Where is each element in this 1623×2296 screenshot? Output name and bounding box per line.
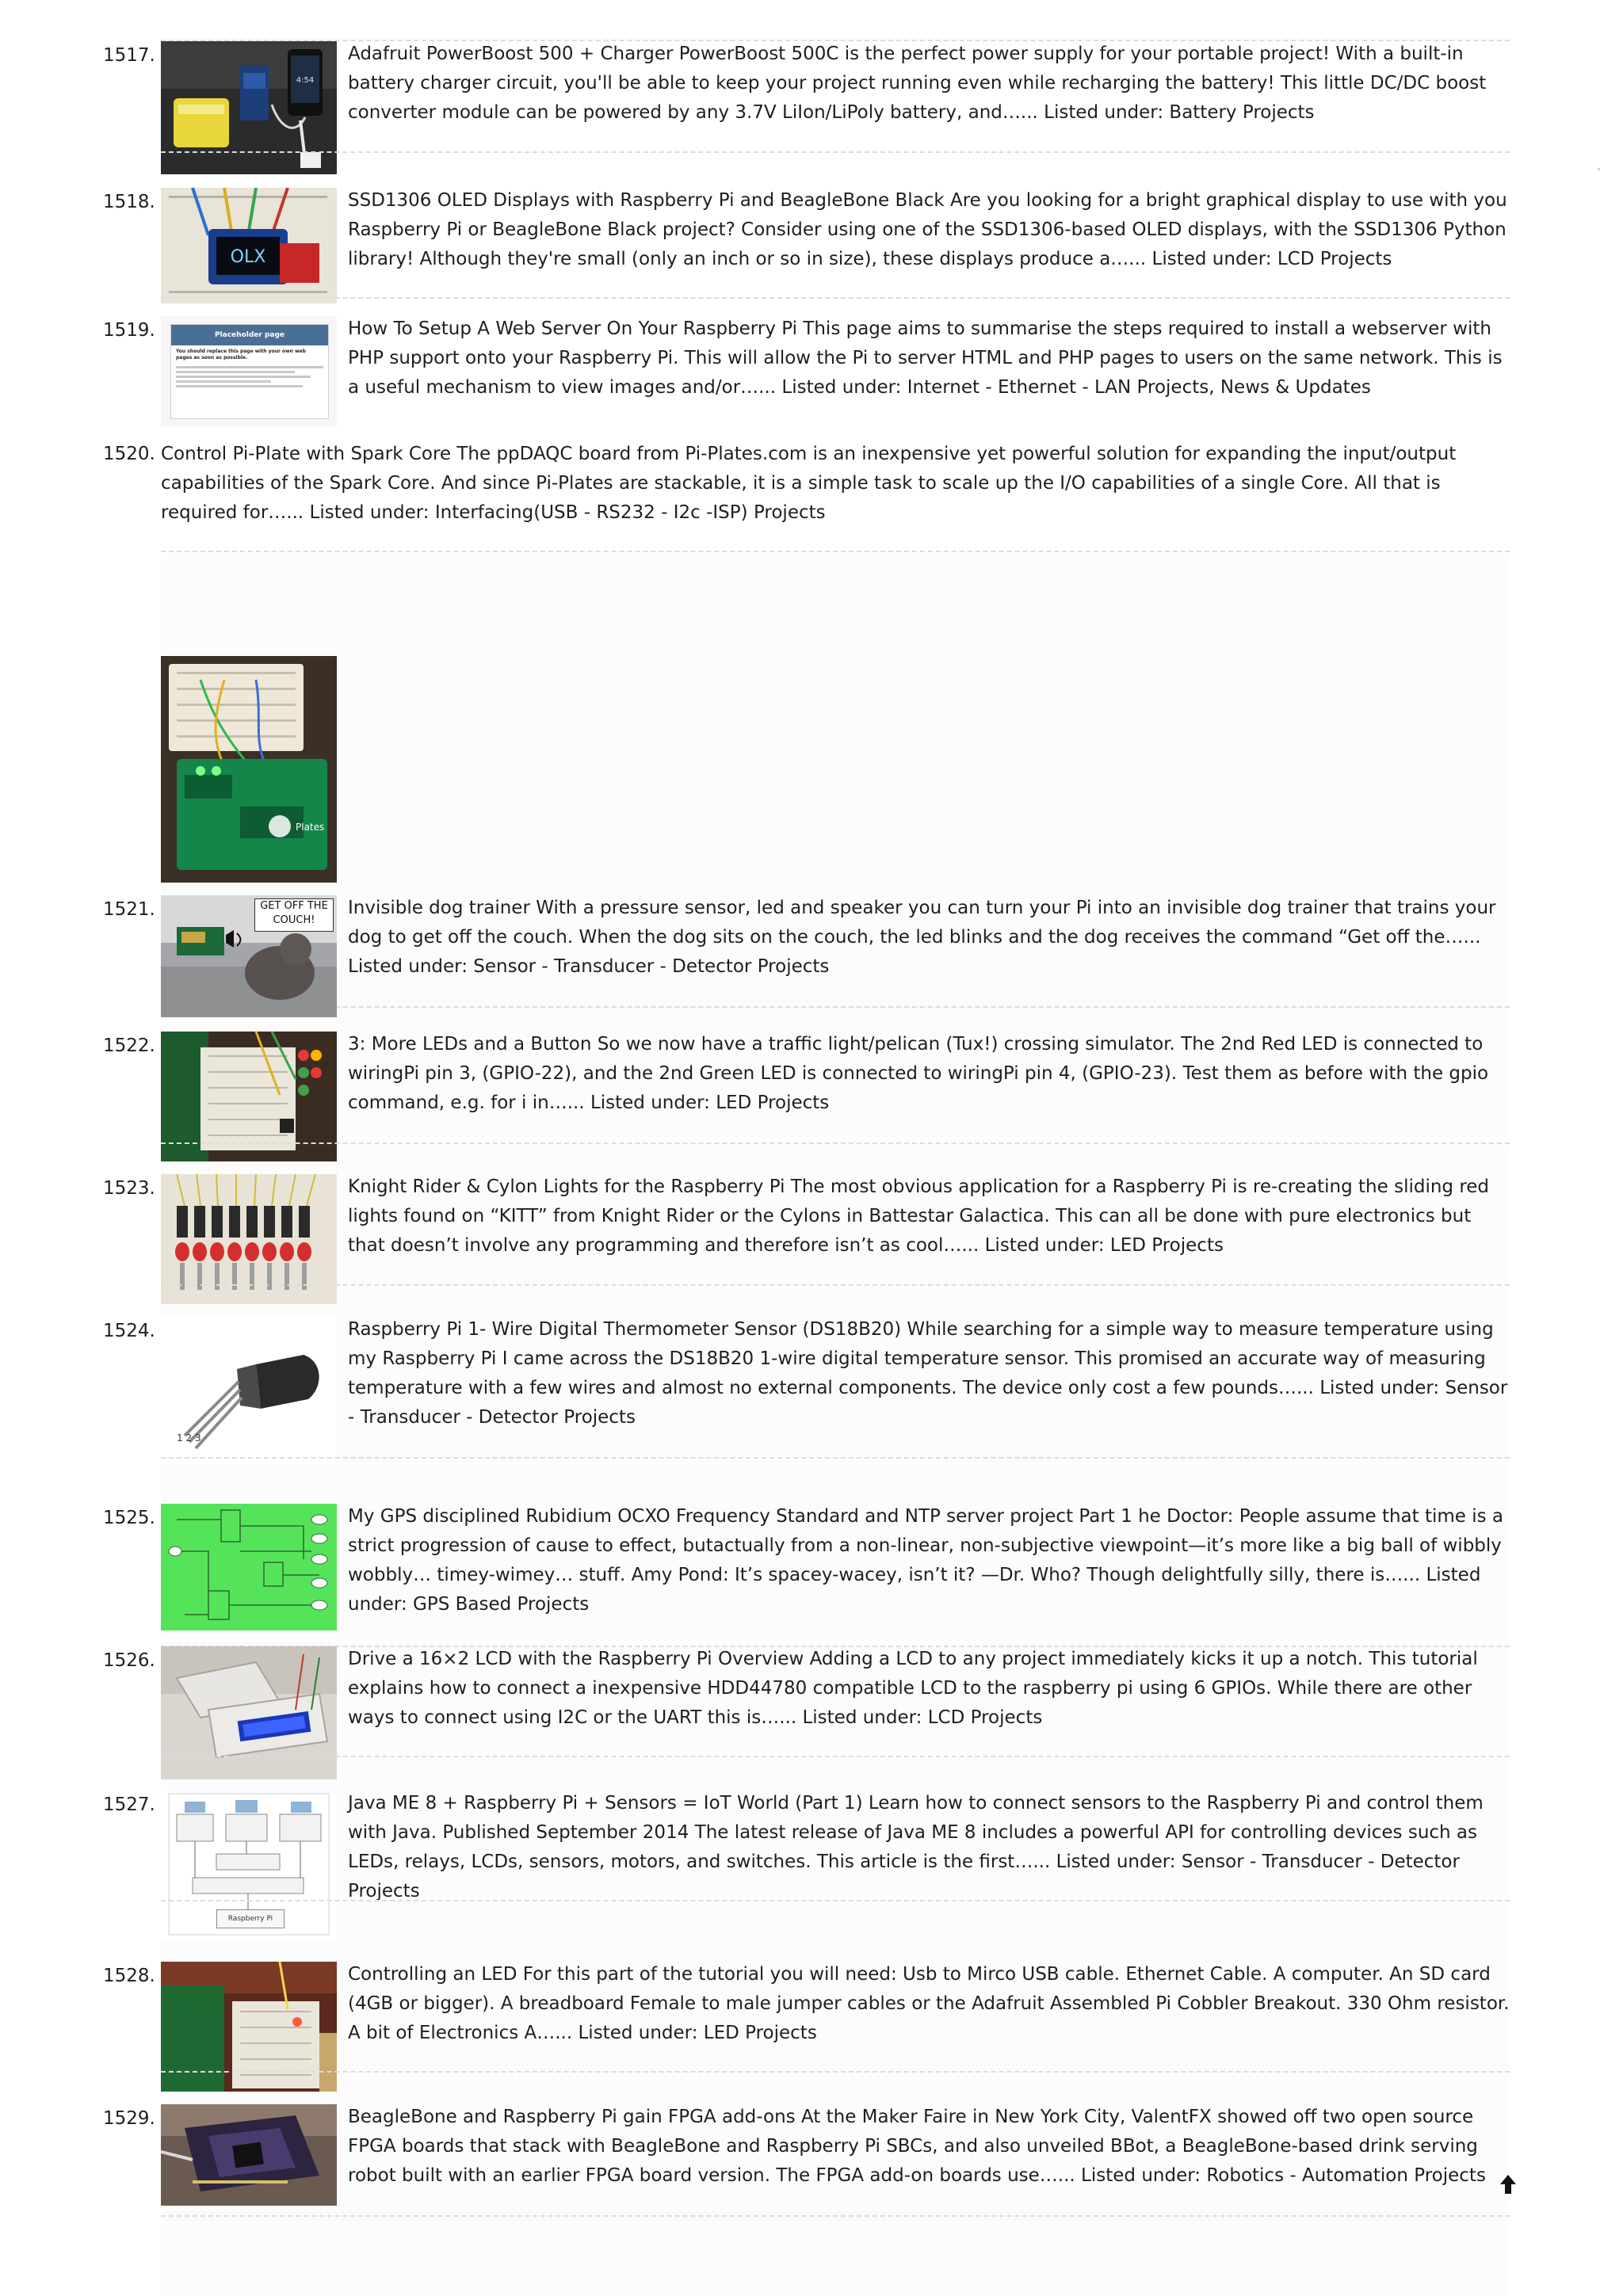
item-thumbnail[interactable] xyxy=(161,1646,337,1779)
item-description: Raspberry Pi 1- Wire Digital Thermometer Sensor (DS18B20) While searching for a simple way to measure temperature using my Raspberry Pi I came across the DS18B20 1-wire digital temperature sensor. This promised an accurate way of measuring temperature with a few wires and almost no external components. The device only cost a few pounds…... Listed under: Sensor - Transducer - Detector Projects xyxy=(348,1319,1508,1428)
item-number: 1519. xyxy=(103,320,155,341)
item-number: 1517. xyxy=(103,45,155,66)
svg-text:Plates: Plates xyxy=(296,822,325,833)
item-description: SSD1306 OLED Displays with Raspberry Pi and BeagleBone Black Are you looking for a bright graphical display to use with you Raspberry Pi or BeagleBone Black project? Consider using one of the SSD1306-based OLED displays, with the SSD1306 Python library! Although they're small (only an inch or so in size), these displays produce a…... Listed under: LCD Projects xyxy=(348,190,1507,269)
item-thumbnail[interactable] xyxy=(161,1317,337,1464)
item-description: How To Setup A Web Server On Your Raspberry Pi This page aims to summarise the steps required to install a webserver with PHP support onto your Raspberry Pi. This will allow the Pi to server HTML and PHP pages to users on the same network. This is a useful mechanism to view images and/or…... Listed under: Internet - Ethernet - LAN Projects, News & Updates xyxy=(348,318,1503,398)
item-thumbnail[interactable] xyxy=(161,1791,337,1939)
item-description: Controlling an LED For this part of the tutorial you will need: Usb to Mirco USB cable. Ethernet Cable. A computer. An SD card (4GB or bigger). A breadboard Female to male jumper cables or the Adafruit Assembled Pi Cobbler Breakout. 330 Ohm resistor. A bit of Electronics A…... Listed under: LED Projects xyxy=(348,1964,1510,2043)
divider xyxy=(161,1900,1510,1901)
divider xyxy=(161,551,1510,552)
item-description: Control Pi-Plate with Spark Core The ppDAQC board from Pi-Plates.com is an inexpensive yet powerful solution for expanding the input/output capabilities of the Spark Core. And since Pi-Plates are stackable, it is a simple task to scale up the I/O capabilities of a single Core. All that is required for…... Listed under: Interfacing(USB - RS232 - I2c -ISP) Projects xyxy=(161,444,1457,523)
divider xyxy=(161,1457,1510,1459)
arrow-up-icon xyxy=(1499,2173,1518,2195)
item-description: Invisible dog trainer With a pressure sensor, led and speaker you can turn your Pi into an invisible dog trainer that trains your dog to get off the couch. When the dog sits on the couch, the led blinks and the dog receives the command “Get off the…... Listed under: Sensor - Transducer - Detector Projects xyxy=(348,898,1496,977)
speech-bubble-line: COUCH! xyxy=(273,914,315,926)
item-thumbnail[interactable] xyxy=(161,895,337,1017)
divider xyxy=(161,1006,1510,1008)
pin-label: 1 xyxy=(177,1432,183,1444)
item-thumbnail[interactable] xyxy=(161,41,337,174)
divider xyxy=(161,1284,1510,1286)
item-description: Java ME 8 + Raspberry Pi + Sensors = IoT World (Part 1) Learn how to connect sensors to the Raspberry Pi and control them with Java. Published September 2014 The latest release of Java ME 8 includes a powerful API for controlling devices such as LEDs, relays, LCDs, sensors, motors, and switches. This article is the first…... Listed under: Sensor - Transducer - Detector Projects xyxy=(348,1793,1484,1901)
item-number: 1520. xyxy=(103,444,155,464)
item-number: 1521. xyxy=(103,899,155,920)
item-description: Adafruit PowerBoost 500 + Charger PowerBoost 500C is the perfect power supply for your portable project! With a built-in battery charger circuit, you'll be able to keep your project running even while recharging the battery! This little DC/DC boost converter module can be powered by any 3.7V LiIon/LiPoly battery, and…... Listed under: Battery Projects xyxy=(348,44,1487,123)
item-number: 1527. xyxy=(103,1794,155,1815)
item-number: 1529. xyxy=(103,2108,155,2129)
preview-heading: You should replace this page with your own web pages as soon as possible. xyxy=(176,349,306,360)
item-thumbnail[interactable] xyxy=(161,656,337,883)
decorative-dot xyxy=(1598,168,1600,170)
item-thumbnail[interactable] xyxy=(161,188,337,303)
item-thumbnail[interactable] xyxy=(161,2104,337,2206)
item-number: 1525. xyxy=(103,1508,155,1528)
item-description: Knight Rider & Cylon Lights for the Raspberry Pi The most obvious application for a Raspberry Pi is re-creating the sliding red lights found on “KITT” from Knight Rider or the Cylons in Battestar Galactica. This can all be done with pure electronics but that doesn’t involve any programming and therefore isn’t as cool…... Listed under: LED Projects xyxy=(348,1177,1490,1256)
divider xyxy=(161,1756,1510,1757)
divider xyxy=(161,297,1510,299)
item-description: BeagleBone and Raspberry Pi gain FPGA add-ons At the Maker Faire in New York City, ValentFX showed off two open source FPGA boards that stack with BeagleBone and Raspberry Pi SBCs, and also unveiled BBot, a BeagleBone-based drink serving robot built with an earlier FPGA board version. The FPGA add-on boards use…... Listed under: Robotics - Automation Projects xyxy=(348,2107,1486,2186)
divider xyxy=(161,2071,1510,2073)
preview-title: Placeholder page xyxy=(171,325,328,345)
svg-text:OLX: OLX xyxy=(230,247,266,267)
item-number: 1518. xyxy=(103,192,155,212)
svg-text:4:54: 4:54 xyxy=(296,76,315,85)
divider xyxy=(161,151,1510,153)
pin-label: 3 xyxy=(194,1432,201,1444)
speech-bubble xyxy=(254,898,334,932)
pin-label: 2 xyxy=(185,1432,193,1444)
item-number: 1523. xyxy=(103,1178,155,1199)
item-number: 1528. xyxy=(103,1966,155,1986)
divider xyxy=(161,2215,1510,2217)
webpage-preview xyxy=(170,324,329,419)
item-description: My GPS disciplined Rubidium OCXO Frequency Standard and NTP server project Part 1 he Doctor: People assume that time is a strict progression of cause to effect, butactually from a non-linear, non-subjective viewpoint—it’s more like a big ball of wibbly wobbly… timey-wimey… stuff. Amy Pond: It’s spacey-wacey, isn’t it? —Dr. Who? Though delightfully silly, there is…... Listed under: GPS Based Projects xyxy=(348,1506,1504,1615)
scroll-to-top-button[interactable] xyxy=(1499,2173,1518,2195)
item-thumbnail[interactable] xyxy=(161,316,337,427)
item-thumbnail[interactable] xyxy=(161,1504,337,1630)
divider xyxy=(161,1142,1510,1144)
item-number: 1524. xyxy=(103,1321,155,1341)
item-description: 3: More LEDs and a Button So we now have a traffic light/pelican (Tux!) crossing simulator. The 2nd Red LED is connected to wiringPi pin 3, (GPIO-22), and the 2nd Green LED is connected to wiringPi pin 4, (GPIO-23). Test them as before with the gpio command, e.g. for i in…... Listed under: LED Projects xyxy=(348,1034,1489,1113)
speech-bubble-line: GET OFF THE xyxy=(260,900,328,912)
item-number: 1526. xyxy=(103,1650,155,1671)
item-number: 1522. xyxy=(103,1035,155,1056)
pin-labels xyxy=(177,1432,201,1444)
item-description: Drive a 16×2 LCD with the Raspberry Pi Overview Adding a LCD to any project immediately kicks it up a notch. This tutorial explains how to connect a inexpensive HDD44780 compatible LCD to the raspberry pi using 6 GPIOs. While there are other ways to connect using I2C or the UART this is…... Listed under: LCD Projects xyxy=(348,1649,1478,1728)
diagram-box-label: Raspberry Pi xyxy=(216,1909,285,1928)
